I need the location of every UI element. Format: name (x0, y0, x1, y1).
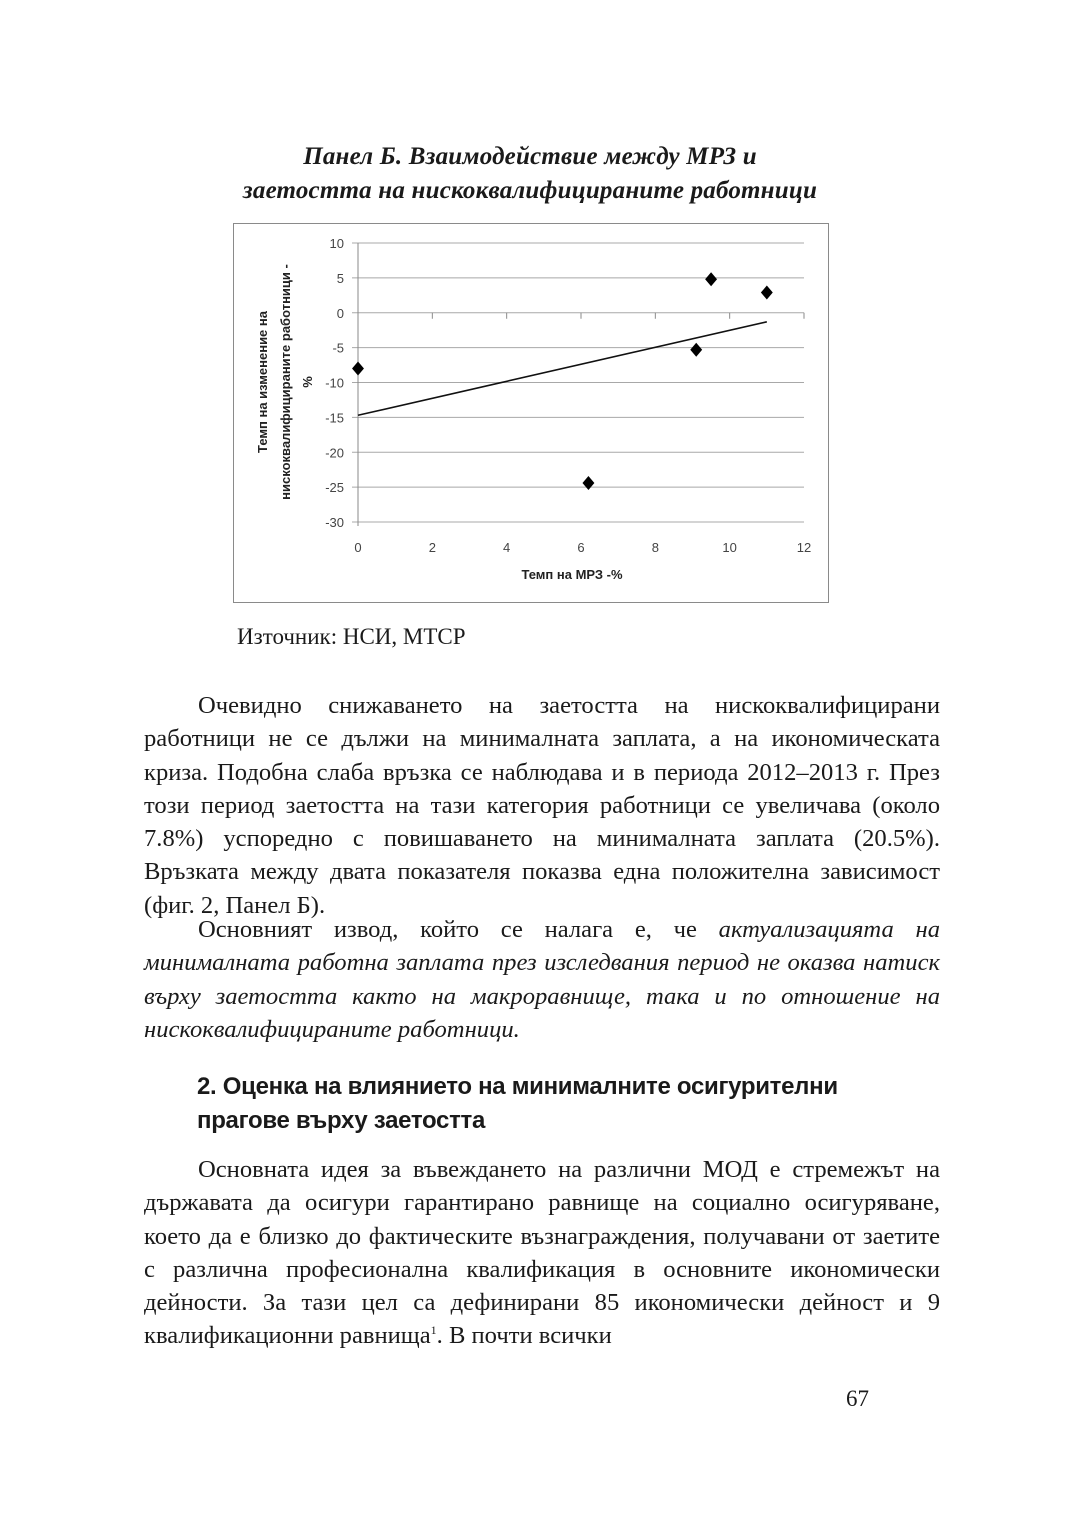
y-tick-label: -25 (325, 480, 344, 496)
paragraph-3-tail: . В почти всички (436, 1322, 612, 1350)
body-paragraph-2 (144, 913, 940, 1046)
data-point-diamond (582, 476, 594, 490)
y-axis-label: Темп на изменение на (255, 311, 270, 453)
x-tick-label: 2 (428, 540, 436, 555)
x-axis-label: Темп на МРЗ -% (521, 567, 623, 582)
scatter-chart (233, 223, 829, 603)
x-tick-label: 10 (722, 540, 737, 555)
panel-title (200, 140, 860, 208)
y-tick-label: -20 (325, 445, 344, 461)
x-tick-label: 4 (503, 540, 511, 555)
body-paragraph-3 (144, 1153, 940, 1353)
y-tick-label: -10 (325, 375, 344, 391)
section-heading (197, 1070, 917, 1138)
source-note: Източник: НСИ, МТСР (237, 624, 466, 649)
y-tick-label: 0 (336, 305, 344, 321)
body-paragraph-3-block (144, 1153, 940, 1353)
y-axis-label: % (300, 376, 315, 388)
footnote-reference[interactable]: 1 (430, 1323, 437, 1338)
panel-title-line2: заетостта на нискоквалифицираните работници (242, 177, 818, 204)
y-tick-label: -15 (325, 410, 344, 426)
trendline (358, 322, 767, 415)
page-number: 67 (846, 1386, 869, 1411)
y-tick-label: 5 (336, 270, 344, 286)
y-axis-label: нискоквалифицираните работници - (278, 264, 293, 500)
paragraph-3-text: Основната идея за въвеждането на различни МОД е стремежът на държавата да осигури гарантирано равнище на социално осигуряване, което да е близко до фактическите възнаграждения, получавани от заетите с различна професионална квалификация в основните икономически дейности. За тази цел са дефинирани 85 икономически дейност и 9 квалификационни равнища (144, 1156, 940, 1350)
body-paragraph-1: Очевидно снижаването на заетостта на нискоквалифицирани работници не се дължи на минималната заплата, а на икономическата криза. Подобна слаба връзка се наблюдава и в периода 2012–2013 г. През този период заетостта на тази категория работници се увеличава (около 7.8%) успоредно с повишаването на минималната заплата (20.5%). Връзката между двата показателя показва една положителна зависимост (фиг. 2, Панел Б). (144, 692, 940, 919)
x-tick-label: 0 (354, 540, 362, 555)
section-heading-line1: 2. Оценка на влиянието на минималните осигурителни (197, 1073, 838, 1100)
chart-plot (234, 224, 830, 604)
panel-title-line1: Панел Б. Взаимодействие между МРЗ и (303, 143, 757, 170)
x-tick-label: 6 (577, 540, 585, 555)
section-heading-line2: прагове върху заетостта (197, 1107, 486, 1134)
y-tick-label: -5 (332, 340, 344, 356)
x-tick-label: 8 (651, 540, 659, 555)
y-tick-label: 10 (329, 236, 344, 251)
body-paragraph-2-block (144, 913, 940, 1046)
data-point-diamond (690, 343, 702, 357)
data-point-diamond (761, 286, 773, 300)
conclusion-italic: актуализацията на минималната работна заплата през изследвания период не оказва натиск върху заетостта както на макроравнище, така и по отношение на нискоквалифицираните работници. (144, 916, 940, 1043)
x-tick-label: 12 (796, 540, 812, 555)
data-point-diamond (352, 362, 364, 376)
body-paragraph-1-block (144, 689, 940, 922)
y-tick-label: -30 (325, 515, 344, 530)
data-point-diamond (705, 272, 717, 286)
conclusion-lead: Основният извод, който се налага е, че (198, 916, 719, 943)
